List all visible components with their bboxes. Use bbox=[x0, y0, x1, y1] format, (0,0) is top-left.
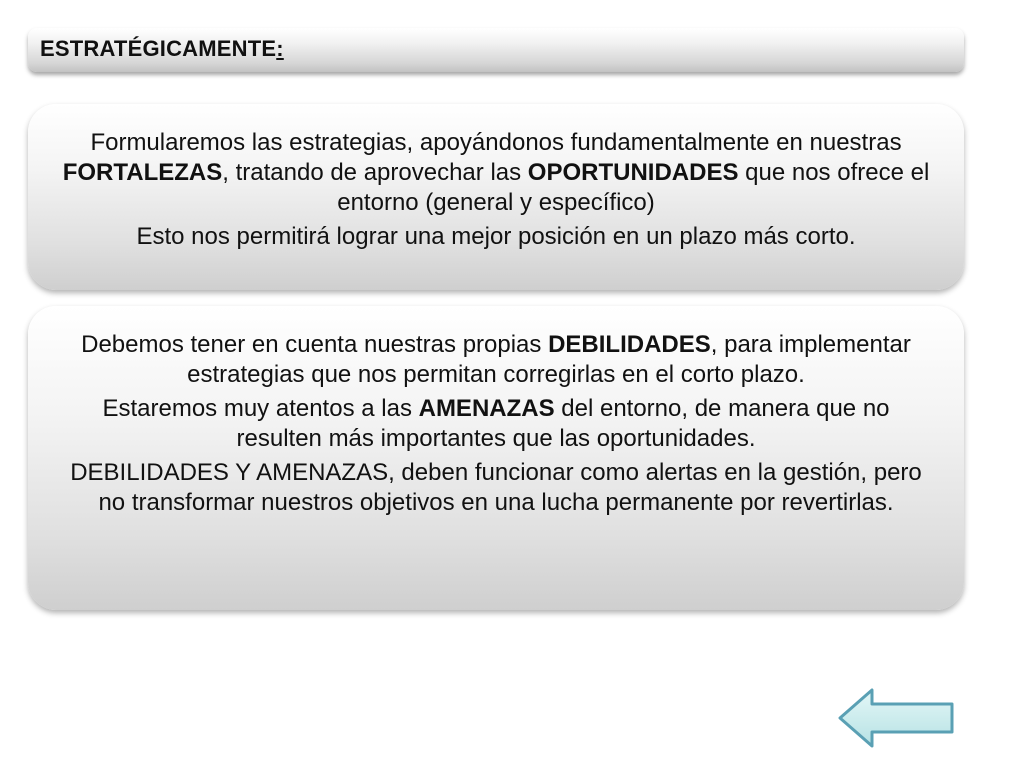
keyword-debilidades: DEBILIDADES bbox=[548, 331, 711, 358]
text-segment: Debemos tener en cuenta nuestras propias bbox=[81, 331, 549, 358]
title-colon: : bbox=[276, 36, 284, 61]
text-segment: que nos ofrece el entorno (general y específico) bbox=[337, 159, 930, 216]
strategy-paragraph bbox=[58, 128, 934, 218]
title-text: ESTRATÉGICAMENTE bbox=[40, 36, 277, 61]
left-arrow-icon bbox=[838, 688, 956, 748]
weaknesses-paragraph bbox=[58, 330, 934, 390]
text-segment: del entorno, de manera que no resulten más importantes que las oportunidades. bbox=[236, 395, 890, 452]
weaknesses-threats-card bbox=[28, 306, 964, 610]
text-segment: , tratando de aprovechar las bbox=[222, 159, 528, 186]
alerts-paragraph: DEBILIDADES Y AMENAZAS, deben funcionar como alertas en la gestión, pero no transformar nuestros objetivos en una lucha permanente por revertirlas. bbox=[70, 459, 922, 516]
position-paragraph: Esto nos permitirá lograr una mejor posición en un plazo más corto. bbox=[136, 223, 856, 250]
keyword-oportunidades: OPORTUNIDADES bbox=[527, 159, 739, 186]
keyword-fortalezas: FORTALEZAS bbox=[62, 159, 223, 186]
text-segment: Estaremos muy atentos a las bbox=[102, 395, 419, 422]
back-button[interactable] bbox=[838, 688, 956, 748]
keyword-amenazas: AMENAZAS bbox=[418, 395, 555, 422]
title-bar bbox=[28, 28, 964, 72]
strengths-opportunities-card bbox=[28, 104, 964, 290]
threats-paragraph bbox=[58, 394, 934, 454]
text-segment: Formularemos las estrategias, apoyándonos fundamentalmente en nuestras bbox=[90, 129, 902, 156]
page-title bbox=[40, 36, 284, 62]
text-segment: , para implementar estrategias que nos permitan corregirlas en el corto plazo. bbox=[187, 331, 911, 388]
